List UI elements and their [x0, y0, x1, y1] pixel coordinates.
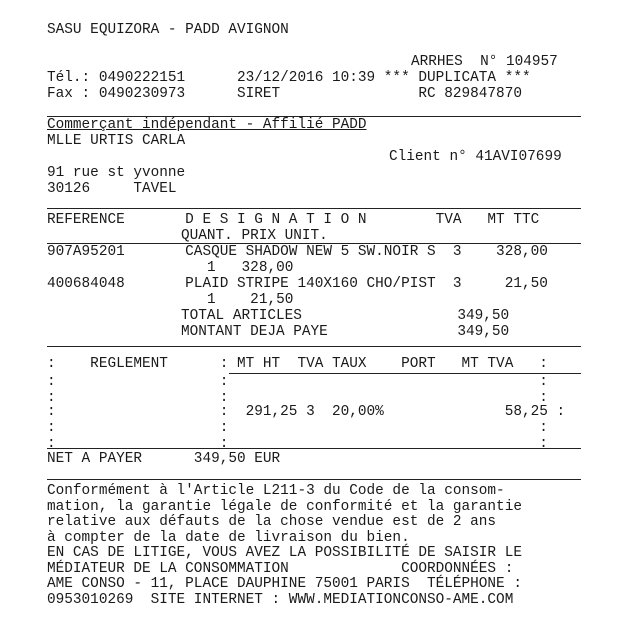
payment-header: : REGLEMENT : MT HT TVA TAUX PORT MT TVA :	[47, 356, 548, 372]
customer-address-city: 30126 TAVEL	[47, 181, 177, 197]
payment-row: : : :	[47, 420, 548, 436]
customer-address-street: 91 rue st yvonne	[47, 165, 186, 181]
legal-line: relative aux défauts de la chose vendue est de 2 ans	[47, 514, 497, 530]
total-articles: TOTAL ARTICLES 349,50	[181, 308, 510, 324]
item-row: 400684048 PLAID STRIPE 140X160 CHO/PIST 3 21,50	[47, 276, 548, 292]
legal-line: mation, la garantie légale de conformité et la garantie	[47, 499, 522, 515]
customer-name: MLLE URTIS CARLA	[47, 133, 186, 149]
net-to-pay: NET A PAYER 349,50 EUR	[47, 451, 281, 467]
divider	[47, 208, 581, 209]
legal-line: Conformément à l'Article L211-3 du Code de la consom-	[47, 483, 505, 499]
divider	[47, 479, 581, 480]
payment-row: : : 291,25 3 20,00% 58,25 :	[47, 404, 566, 420]
payment-row: : : :	[47, 390, 548, 406]
item-row-quantity: 1 21,50	[207, 292, 294, 308]
client-number: Client n° 41AVI07699	[389, 149, 562, 165]
fax-line: Fax : 0490230973 SIRET RC 829847870	[47, 86, 522, 102]
payment-row: : : :	[47, 436, 548, 452]
divider	[47, 448, 581, 449]
item-row-quantity: 1 328,00	[207, 260, 294, 276]
company-name: SASU EQUIZORA - PADD AVIGNON	[47, 22, 289, 38]
merchant-status: Commerçant indépendant - Affilié PADD	[47, 117, 367, 133]
legal-line: 0953010269 SITE INTERNET : WWW.MEDIATIONCONSO-AME.COM	[47, 592, 514, 608]
item-row: 907A95201 CASQUE SHADOW NEW 5 SW.NOIR S 3 328,00	[47, 244, 548, 260]
legal-line: MÉDIATEUR DE LA CONSOMMATION COORDONNÉES :	[47, 561, 514, 577]
payment-row: : : :	[47, 374, 548, 390]
deposit-number: ARRHES N° 104957	[411, 54, 558, 70]
items-subheader: QUANT. PRIX UNIT.	[181, 228, 328, 244]
divider	[47, 346, 581, 347]
items-header: REFERENCE D E S I G N A T I O N TVA MT TTC	[47, 212, 540, 228]
legal-line: AME CONSO - 11, PLACE DAUPHINE 75001 PARIS TÉLÉPHONE :	[47, 576, 522, 592]
telephone-line: Tél.: 0490222151 23/12/2016 10:39 *** DUPLICATA ***	[47, 70, 531, 86]
amount-already-paid: MONTANT DEJA PAYE 349,50	[181, 324, 510, 340]
legal-line: EN CAS DE LITIGE, VOUS AVEZ LA POSSIBILITÉ DE SAISIR LE	[47, 545, 522, 561]
legal-line: à compter de la date de livraison du bien.	[47, 530, 410, 546]
